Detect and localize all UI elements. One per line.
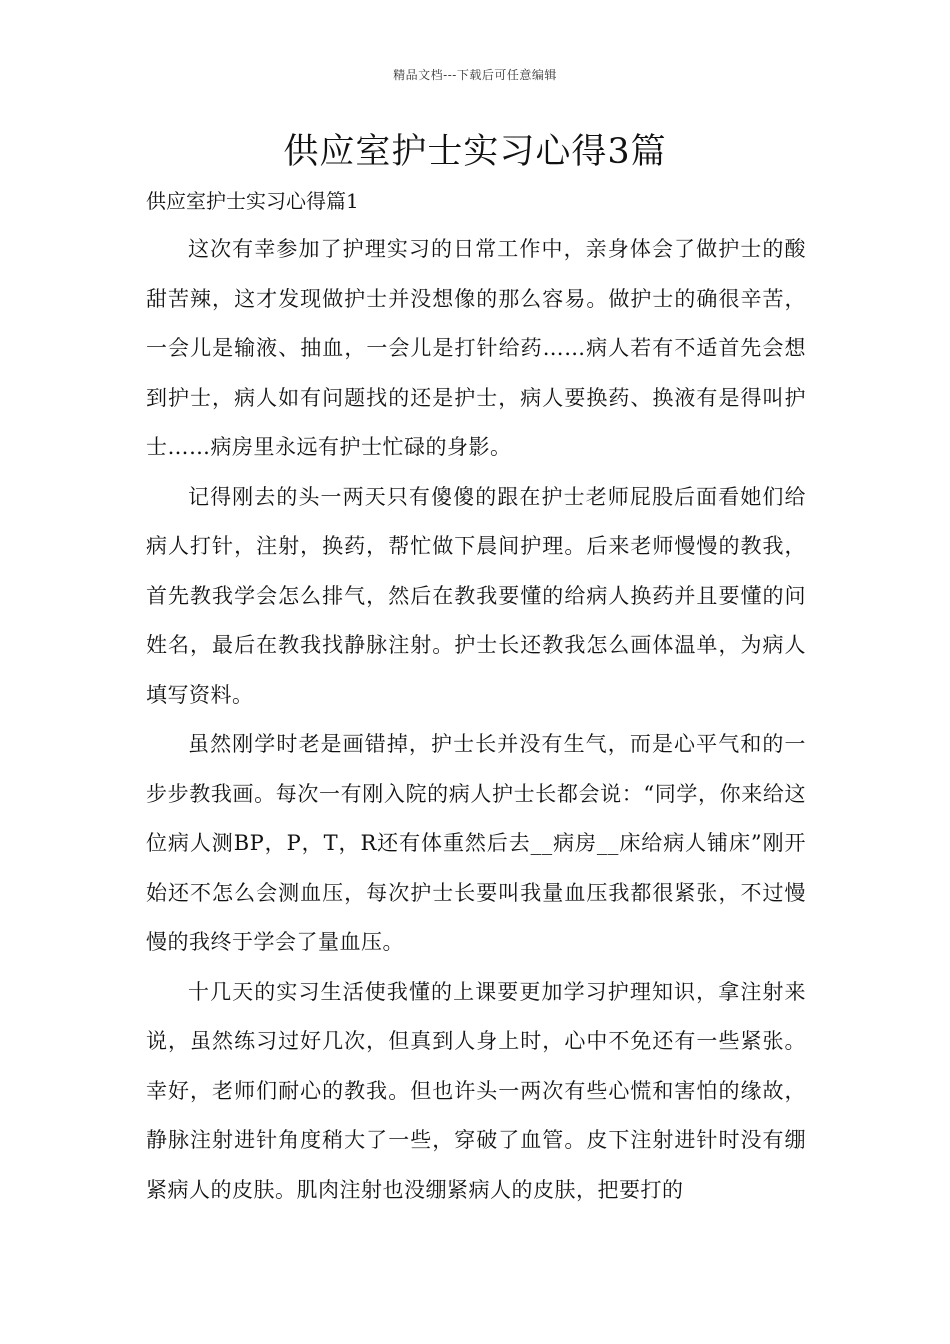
body-text — [146, 225, 806, 1215]
paragraph-3: 虽然刚学时老是画错掉，护士长并没有生气，而是心平气和的一步步教我画。每次一有刚入院的病人护士长都会说：“同学，你来给这位病人测BP，P，T，R还有体重然后去__病房__床给病人铺床”刚开始还不怎么会测血压，每次护士长要叫我量血压我都很紧张，不过慢慢的我终于学会了量血压。 — [146, 732, 806, 954]
paragraph-4: 十几天的实习生活使我懂的上课要更加学习护理知识，拿注射来说，虽然练习过好几次，但真到人身上时，心中不免还有一些紧张。幸好，老师们耐心的教我。但也许头一两次有些心慌和害怕的缘故，静脉注射进针角度稍大了一些，穿破了血管。皮下注射进针时没有绷紧病人的皮肤。肌肉注射也没绷紧病人的皮肤，把要打的 — [146, 979, 806, 1202]
paragraph-1: 这次有幸参加了护理实习的日常工作中，亲身体会了做护士的酸甜苦辣，这才发现做护士并没想像的那么容易。做护士的确很辛苦，一会儿是输液、抽血，一会儿是打针给药……病人若有不适首先会想到护士，病人如有问题找的还是护士，病人要换药、换液有是得叫护士……病房里永远有护士忙碌的身影。 — [146, 237, 806, 459]
document-title: 供应室护士实习心得3篇 — [283, 132, 667, 172]
section-heading: 供应室护士实习心得篇1 — [146, 189, 359, 213]
header-note: 精品文档---下载后可任意编辑 — [393, 68, 557, 82]
paragraph-2: 记得刚去的头一两天只有傻傻的跟在护士老师屁股后面看她们给病人打针，注射，换药，帮忙做下晨间护理。后来老师慢慢的教我，首先教我学会怎么排气，然后在教我要懂的给病人换药并且要懂的问姓名，最后在教我找静脉注射。护士长还教我怎么画体温单，为病人填写资料。 — [146, 484, 806, 707]
